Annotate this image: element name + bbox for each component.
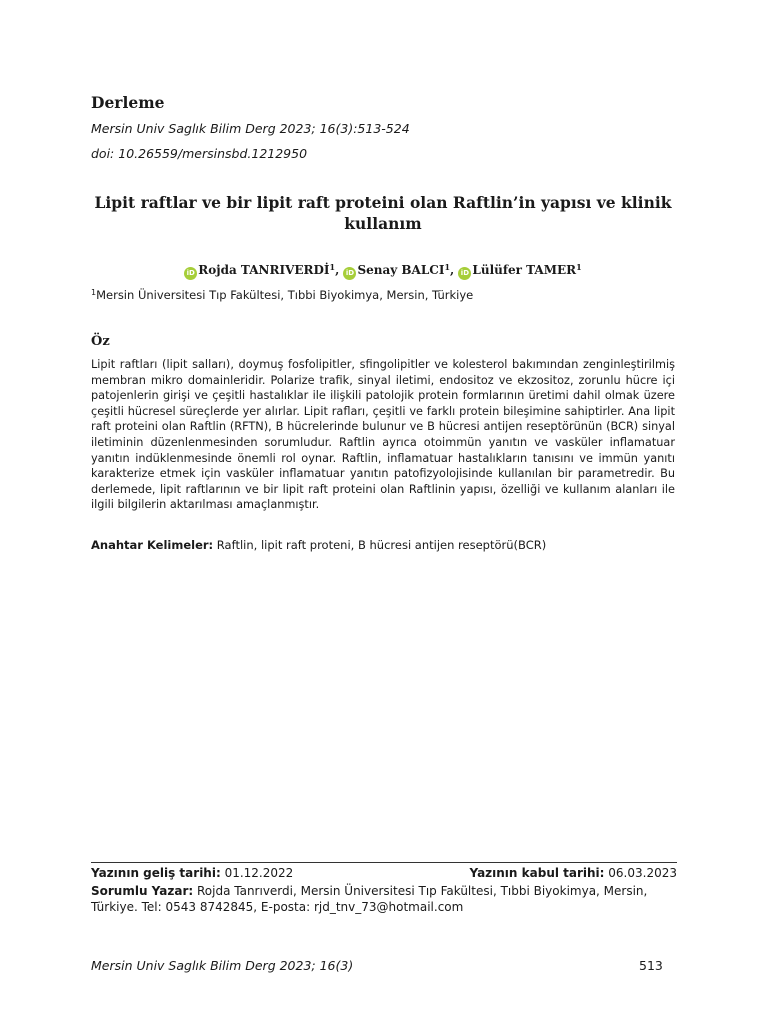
- received-value: 01.12.2022: [220, 866, 294, 880]
- doi: doi: 10.26559/mersinsbd.1212950: [91, 146, 308, 161]
- received-date: [91, 866, 293, 880]
- abstract-heading: Öz: [91, 334, 110, 349]
- author-name: Senay BALCI: [357, 263, 445, 277]
- author-separator: ,: [335, 263, 344, 277]
- article-type: Derleme: [91, 93, 165, 112]
- page-number: 513: [639, 958, 663, 973]
- corresponding-author: [91, 883, 677, 915]
- orcid-icon[interactable]: iD: [343, 267, 356, 280]
- journal-citation: Mersin Univ Saglık Bilim Derg 2023; 16(3):513-524: [91, 121, 410, 136]
- author-affiliation-number: 1: [444, 262, 451, 272]
- author-list: [91, 262, 675, 280]
- author-name: Rojda TANRIVERDİ: [198, 263, 330, 277]
- received-label: Yazının geliş tarihi:: [91, 866, 221, 880]
- affiliation-number: 1: [91, 288, 97, 297]
- author-name: Lülüfer TAMER: [472, 263, 577, 277]
- accepted-date: [469, 866, 677, 880]
- keywords: [91, 538, 675, 552]
- accepted-value: 06.03.2023: [604, 866, 677, 880]
- accepted-label: Yazının kabul tarihi:: [469, 866, 605, 880]
- author: [184, 263, 343, 277]
- footer-journal: Mersin Univ Saglık Bilim Derg 2023; 16(3): [91, 958, 354, 973]
- article-title: Lipit raftlar ve bir lipit raft proteini olan Raftlin’in yapısı ve klinik kullanım: [94, 193, 672, 233]
- footnote-divider: [91, 862, 677, 863]
- affiliation-text: Mersin Üniversitesi Tıp Fakültesi, Tıbbi Biyokimya, Mersin, Türkiye: [96, 288, 474, 302]
- abstract-body: Lipit raftları (lipit salları), doymuş fosfolipitler, sfingolipitler ve kolesterol bakımından zenginleştirilmiş membran mikro domainleridir. Polarize trafik, sinyal iletimi, endositoz ve ekzositoz, zorunlu hücre içi patojenlerin girişi ve çeşitli hastalıklar ile ilişkili patolojik protein formlarının üretimi dahil olmak üzere çeşitli hücresel süreçlerde yer alırlar. Lipit rafları, çeşitli ve farklı protein bileşimine sahiptirler. Ana lipit raft proteini olan Raftlin (RFTN), B hücrelerinde bulunur ve B hücresi antijen reseptörünün (BCR) sinyal iletiminin düzenlenmesinden sorumludur. Raftlin ayrıca otoimmün yanıtın ve vasküler inflamatuar yanıtın indüklenmesinde önemli rol oynar. Raftlin, inflamatuar hastalıkların tanısını ve immün yanıtı karakterize etmek için vasküler inflamatuar yanıtın patofizyolojisinde kullanılan bir parametredir. Bu derlemede, lipit raftlarının ve bir lipit raft proteini olan Raftlinin yapısı, özelliği ve kullanım alanları ile ilgili bilgilerin aktarılması amaçlanmıştır.: [91, 358, 675, 512]
- keywords-text: Raftlin, lipit raft proteni, B hücresi antijen reseptörü(BCR): [213, 538, 547, 552]
- author-affiliation-number: 1: [329, 262, 336, 272]
- affiliation: [91, 288, 473, 302]
- article-page: [91, 0, 675, 1024]
- author: [343, 263, 458, 277]
- author-affiliation-number: 1: [576, 262, 582, 272]
- author-separator: ,: [450, 263, 459, 277]
- keywords-label: Anahtar Kelimeler:: [91, 538, 214, 552]
- corresponding-author-label: Sorumlu Yazar:: [91, 884, 194, 898]
- author: [458, 263, 581, 277]
- orcid-icon[interactable]: iD: [458, 267, 471, 280]
- submission-dates: [91, 866, 677, 880]
- corresponding-author-details: Rojda Tanrıverdi, Mersin Üniversitesi Tıp Fakültesi, Tıbbi Biyokimya, Mersin, Türkiye. Tel: 0543 8742845, E-posta: rjd_tnv_73@hotmail.com: [91, 884, 648, 914]
- orcid-icon[interactable]: iD: [184, 267, 197, 280]
